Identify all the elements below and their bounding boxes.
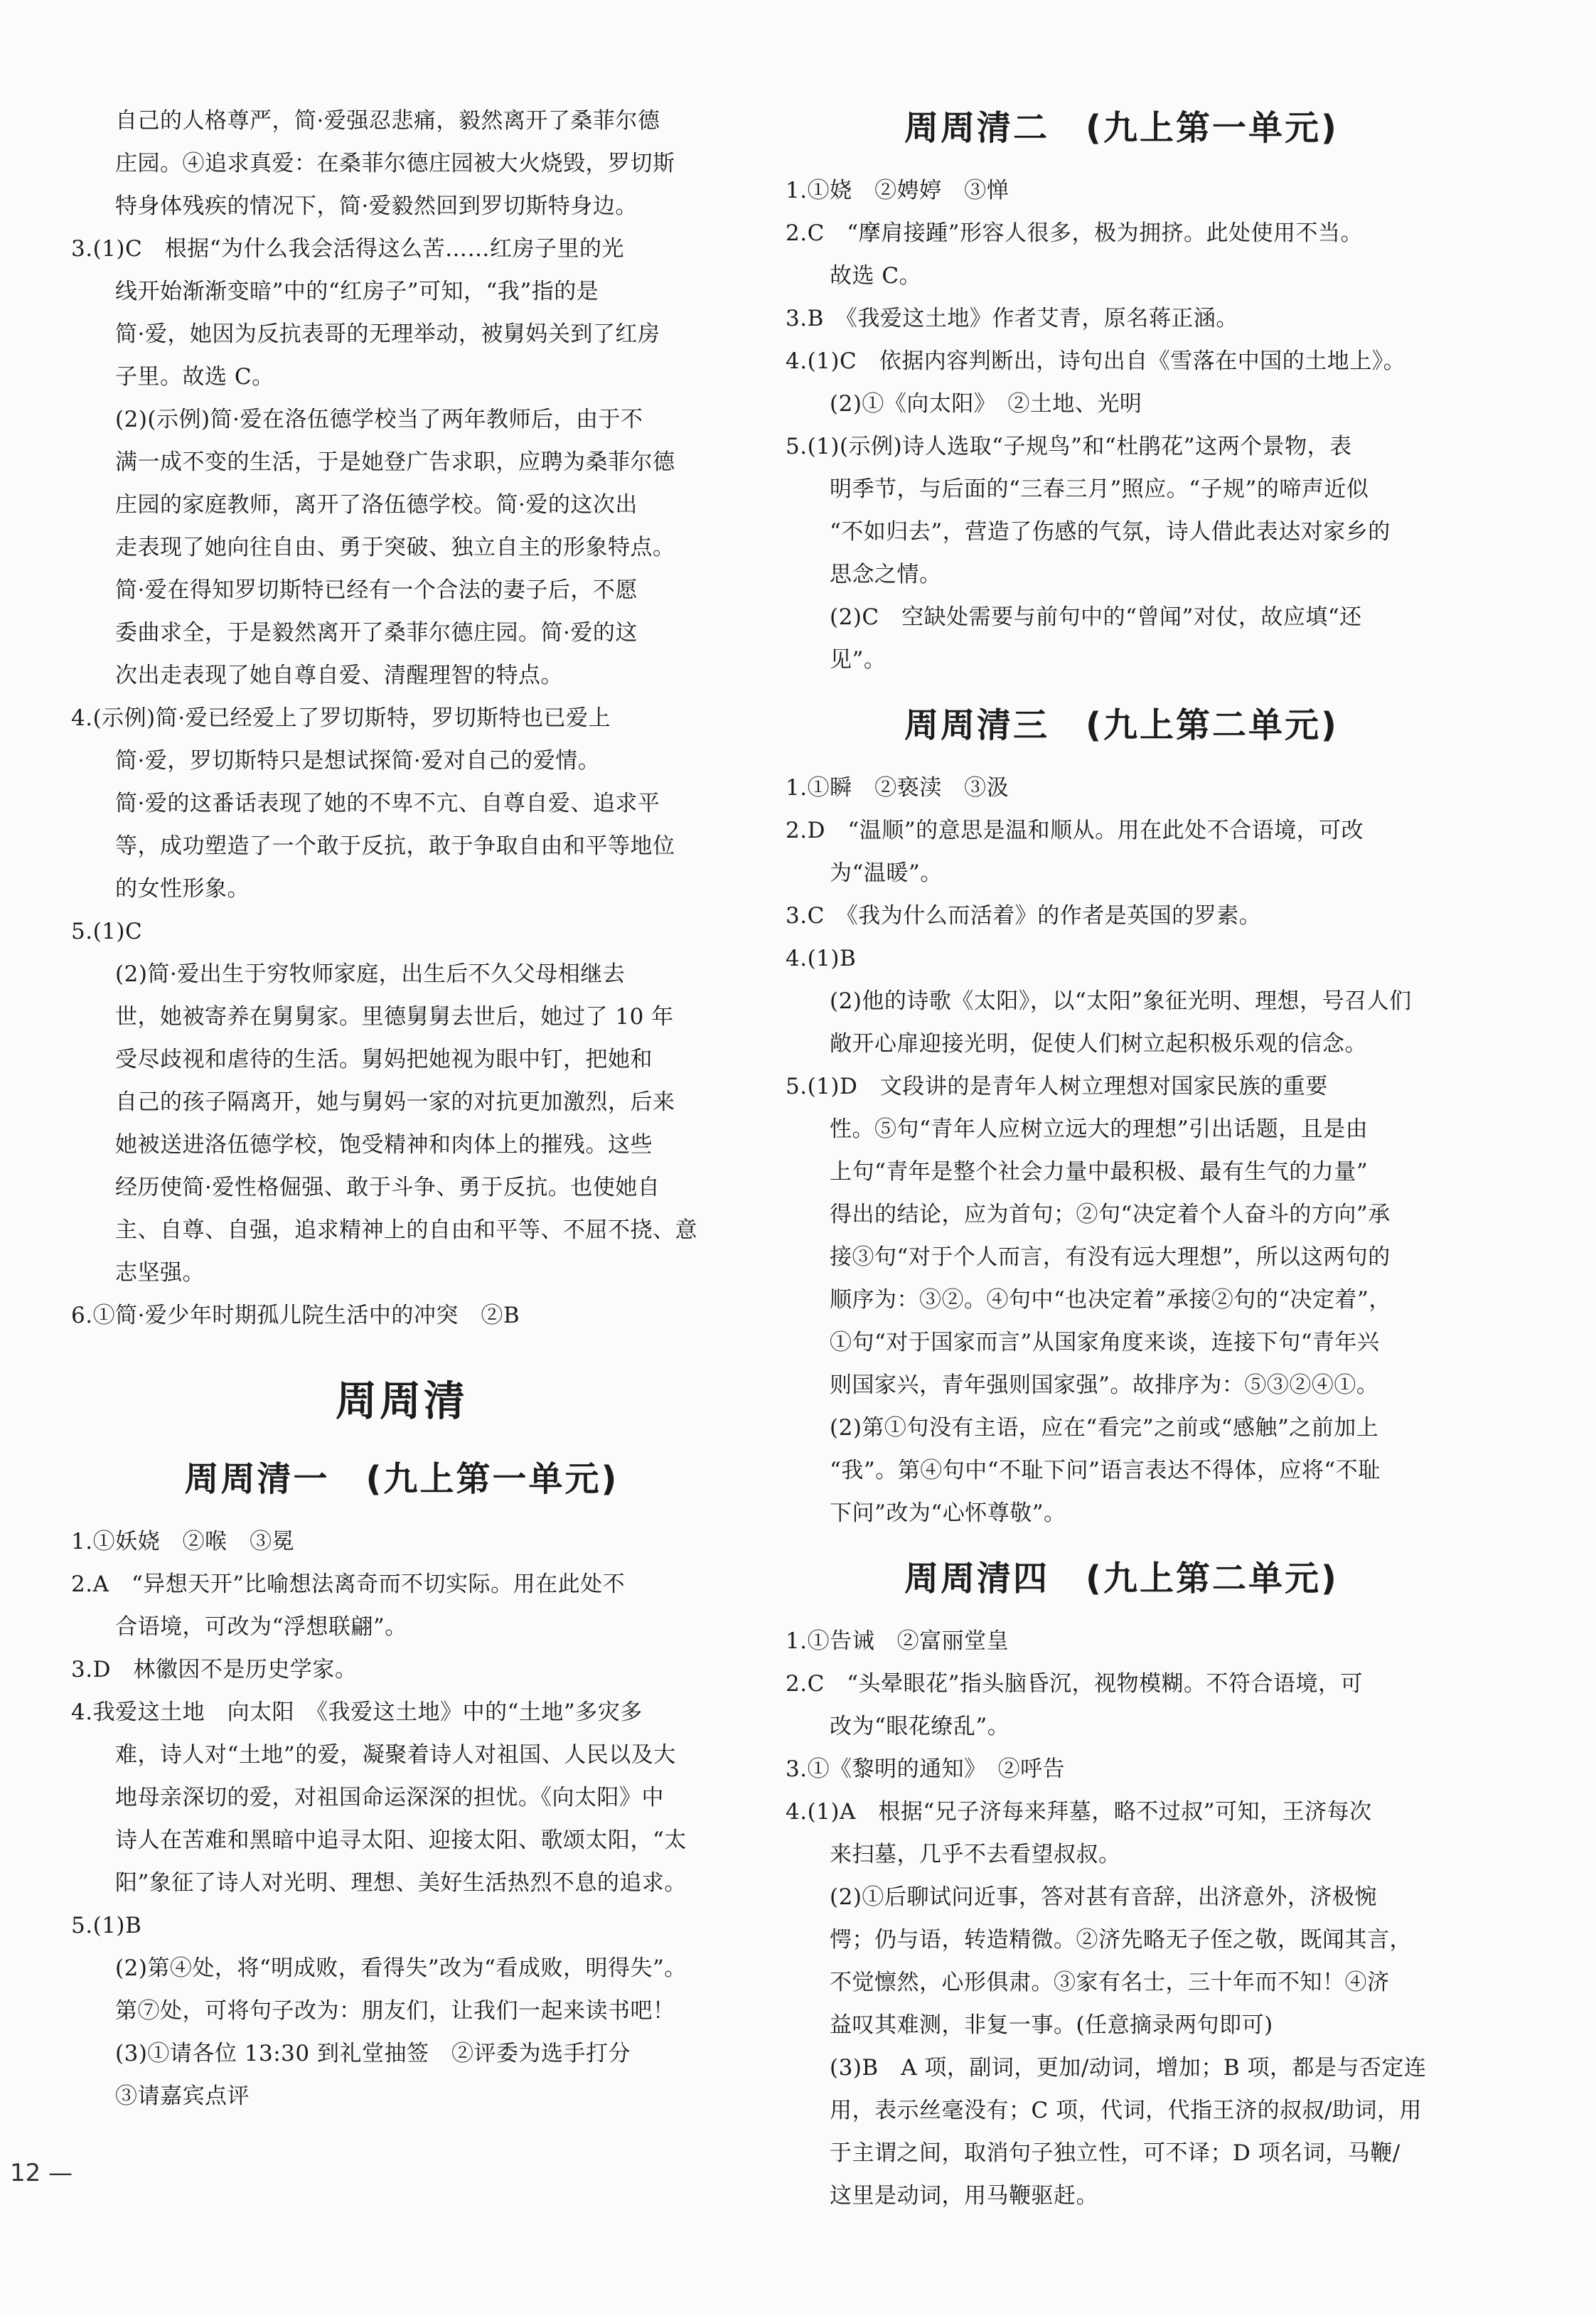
text-line: 自己的孩子隔离开，她与舅妈一家的对抗更加激烈，后来 bbox=[115, 1089, 675, 1115]
text-line: 明季节，与后面的“三春三月”照应。“子规”的啼声近似 bbox=[830, 476, 1369, 502]
text-line: 特身体残疾的情况下，简·爱毅然回到罗切斯特身边。 bbox=[115, 193, 638, 219]
answer-item: 4.(1)B bbox=[786, 946, 857, 971]
text-line: 简·爱在得知罗切斯特已经有一个合法的妻子后，不愿 bbox=[115, 577, 638, 603]
week4-title: 周周清四 (九上第二单元) bbox=[904, 1559, 1339, 1599]
answer-item: 3.D 林徽因不是历史学家。 bbox=[71, 1657, 358, 1682]
text-line: 接③句“对于个人而言，有没有远大理想”，所以这两句的 bbox=[830, 1244, 1391, 1270]
text-line: 满一成不变的生活，于是她登广告求职，应聘为桑菲尔德 bbox=[115, 449, 675, 475]
text-line: 等，成功塑造了一个敢于反抗，敢于争取自由和平等地位 bbox=[115, 833, 675, 859]
text-line: 庄园的家庭教师，离开了洛伍德学校。简·爱的这次出 bbox=[115, 492, 638, 518]
text-line: (2)①《向太阳》 ②土地、光明 bbox=[830, 391, 1142, 417]
answer-item: 1.①妖娆 ②喉 ③冕 bbox=[71, 1529, 295, 1554]
section-title: 周周清 bbox=[335, 1377, 468, 1425]
text-line: 诗人在苦难和黑暗中追寻太阳、迎接太阳、歌颂太阳，“太 bbox=[115, 1827, 687, 1853]
answer-item: 2.D “温顺”的意思是温和顺从。用在此处不合语境，可改 bbox=[786, 818, 1364, 843]
text-line: 经历使简·爱性格倔强、敢于斗争、勇于反抗。也使她自 bbox=[115, 1175, 660, 1200]
week3-title: 周周清三 (九上第二单元) bbox=[904, 705, 1339, 745]
text-line: 第⑦处，可将句子改为：朋友们，让我们一起来读书吧！ bbox=[115, 1998, 675, 2024]
text-line: “我”。第④句中“不耻下问”语言表达不得体，应将“不耻 bbox=[830, 1458, 1381, 1483]
answer-item: 3.①《黎明的通知》 ②呼告 bbox=[786, 1756, 1066, 1782]
text-line: 不觉懔然，心形俱肃。③家有名士，三十年而不知！④济 bbox=[830, 1970, 1390, 1995]
week2-title: 周周清二 (九上第一单元) bbox=[904, 108, 1339, 148]
answer-item: 3.C 《我为什么而活着》的作者是英国的罗素。 bbox=[786, 903, 1262, 929]
text-line: 简·爱的这番话表现了她的不卑不亢、自尊自爱、追求平 bbox=[115, 791, 660, 816]
text-line: 见”。 bbox=[830, 647, 887, 673]
text-line: 难，诗人对“土地”的爱，凝聚着诗人对祖国、人民以及大 bbox=[115, 1742, 676, 1768]
text-line: 思念之情。 bbox=[830, 562, 942, 587]
text-line: 用，表示丝毫没有；C 项，代词，代指王济的叔叔/助词，用 bbox=[830, 2098, 1423, 2123]
answer-item: 2.A “异想天开”比喻想法离奇而不切实际。用在此处不 bbox=[71, 1571, 626, 1597]
text-line: ③请嘉宾点评 bbox=[115, 2083, 250, 2109]
text-line: “不如归去”，营造了伤感的气氛，诗人借此表达对家乡的 bbox=[830, 519, 1391, 545]
text-line: (2)简·爱出生于穷牧师家庭，出生后不久父母相继去 bbox=[115, 961, 626, 987]
text-line: 于主谓之间，取消句子独立性，可不译；D 项名词，马鞭/ bbox=[830, 2140, 1400, 2166]
text-line: 益叹其难测，非复一事。(任意摘录两句即可) bbox=[830, 2012, 1273, 2038]
text-line: 她被送进洛伍德学校，饱受精神和肉体上的摧残。这些 bbox=[115, 1132, 653, 1158]
text-line: (2)第④处，将“明成败，看得失”改为“看成败，明得失”。 bbox=[115, 1955, 687, 1981]
text-line: 上句“青年是整个社会力量中最积极、最有生气的力量” bbox=[830, 1159, 1369, 1185]
text-line: 则国家兴，青年强则国家强”。故排序为：⑤③②④①。 bbox=[830, 1372, 1379, 1398]
text-line: 子里。故选 C。 bbox=[115, 364, 274, 390]
text-line: (2)①后聊试问近事，答对甚有音辞，出济意外，济极惋 bbox=[830, 1884, 1377, 1910]
text-line: 受尽歧视和虐待的生活。舅妈把她视为眼中钉，把她和 bbox=[115, 1047, 653, 1072]
text-line: 改为“眼花缭乱”。 bbox=[830, 1714, 1010, 1739]
text-line: 故选 C。 bbox=[830, 263, 922, 289]
right-column bbox=[786, 100, 1457, 2217]
text-line: (3)①请各位 13:30 到礼堂抽签 ②评委为选手打分 bbox=[115, 2041, 631, 2066]
text-line: 志坚强。 bbox=[115, 1260, 205, 1286]
text-line: 世，她被寄养在舅舅家。里德舅舅去世后，她过了 10 年 bbox=[115, 1004, 674, 1030]
text-line: 这里是动词，用马鞭驱赶。 bbox=[830, 2183, 1098, 2209]
text-line: 委曲求全，于是毅然离开了桑菲尔德庄园。简·爱的这 bbox=[115, 620, 638, 646]
text-line: 性。⑤句“青年人应树立远大的理想”引出话题，且是由 bbox=[830, 1116, 1369, 1142]
text-line: 来扫墓，几乎不去看望叔叔。 bbox=[830, 1842, 1121, 1867]
answer-item: 4.(1)A 根据“兄子济每来拜墓，略不过叔”可知，王济每次 bbox=[786, 1799, 1372, 1825]
text-line: 阳”象征了诗人对光明、理想、美好生活热烈不息的追求。 bbox=[115, 1870, 687, 1896]
answer-item: 4.(示例)简·爱已经爱上了罗切斯特，罗切斯特也已爱上 bbox=[71, 705, 611, 731]
answer-item: 2.C “头晕眼花”指头脑昏沉，视物模糊。不符合语境，可 bbox=[786, 1671, 1363, 1697]
text-line: 简·爱，她因为反抗表哥的无理举动，被舅妈关到了红房 bbox=[115, 321, 660, 347]
answer-item: 5.(1)B bbox=[71, 1913, 142, 1938]
answer-item: 4.我爱这土地 向太阳 《我爱这土地》中的“土地”多灾多 bbox=[71, 1699, 643, 1725]
text-line: 下问”改为“心怀尊敬”。 bbox=[830, 1500, 1066, 1526]
left-column bbox=[71, 100, 732, 2118]
text-line: 顺序为：③②。④句中“也决定着”承接②句的“决定着”， bbox=[830, 1287, 1391, 1313]
text-line: 走表现了她向往自由、勇于突破、独立自主的形象特点。 bbox=[115, 535, 675, 560]
answer-item: 1.①瞬 ②亵渎 ③汲 bbox=[786, 775, 1009, 801]
page-number: 12 — bbox=[10, 2159, 73, 2187]
answer-item: 3.B 《我爱这土地》作者艾青，原名蒋正涵。 bbox=[786, 306, 1238, 331]
text-line: (2)他的诗歌《太阳》，以“太阳”象征光明、理想，号召人们 bbox=[830, 988, 1412, 1014]
text-line: 庄园。④追求真爱：在桑菲尔德庄园被大火烧毁，罗切斯 bbox=[115, 151, 675, 176]
text-line: (2)C 空缺处需要与前句中的“曾闻”对仗，故应填“还 bbox=[830, 604, 1362, 630]
text-line: 线开始渐渐变暗”中的“红房子”可知，“我”指的是 bbox=[115, 279, 599, 304]
text-line: (2)(示例)简·爱在洛伍德学校当了两年教师后，由于不 bbox=[115, 407, 643, 432]
answer-item: 4.(1)C 依据内容判断出，诗句出自《雪落在中国的土地上》。 bbox=[786, 348, 1406, 374]
week1-title: 周周清一 (九上第一单元) bbox=[184, 1459, 619, 1499]
answer-item: 5.(1)C bbox=[71, 919, 143, 944]
answer-item: 3.(1)C 根据“为什么我会活得这么苦……红房子里的光 bbox=[71, 236, 625, 262]
answer-item: 1.①娆 ②娉婷 ③惮 bbox=[786, 178, 1009, 203]
text-line: ①句“对于国家而言”从国家角度来谈，连接下句“青年兴 bbox=[830, 1330, 1380, 1355]
text-line: 得出的结论，应为首句；②句“决定着个人奋斗的方向”承 bbox=[830, 1202, 1391, 1227]
answer-item: 1.①告诫 ②富丽堂皇 bbox=[786, 1628, 1009, 1654]
answer-item: 5.(1)D 文段讲的是青年人树立理想对国家民族的重要 bbox=[786, 1074, 1328, 1099]
text-line: (2)第①句没有主语，应在“看完”之前或“感触”之前加上 bbox=[830, 1415, 1379, 1441]
answer-item: 5.(1)(示例)诗人选取“子规鸟”和“杜鹃花”这两个景物，表 bbox=[786, 434, 1352, 459]
text-line: 自己的人格尊严，简·爱强忍悲痛，毅然离开了桑菲尔德 bbox=[115, 108, 660, 134]
answer-item: 6.①简·爱少年时期孤儿院生活中的冲突 ②B bbox=[71, 1303, 520, 1328]
answer-item: 2.C “摩肩接踵”形容人很多，极为拥挤。此处使用不当。 bbox=[786, 220, 1363, 246]
text-line: 敞开心扉迎接光明，促使人们树立起积极乐观的信念。 bbox=[830, 1031, 1367, 1057]
text-line: 愕；仍与语，转造精微。②济先略无子侄之敬，既闻其言， bbox=[830, 1927, 1412, 1953]
text-line: 为“温暖”。 bbox=[830, 860, 943, 886]
text-line: 次出走表现了她自尊自爱、清醒理智的特点。 bbox=[115, 663, 563, 688]
text-line: 简·爱，罗切斯特只是想试探简·爱对自己的爱情。 bbox=[115, 748, 601, 774]
text-line: 合语境，可改为“浮想联翩”。 bbox=[115, 1614, 407, 1640]
text-line: 的女性形象。 bbox=[115, 876, 250, 902]
text-line: 地母亲深切的爱，对祖国命运深深的担忧。《向太阳》中 bbox=[115, 1785, 664, 1810]
text-line: (3)B A 项，副词，更加/动词，增加；B 项，都是与否定连 bbox=[830, 2055, 1427, 2081]
text-line: 主、自尊、自强，追求精神上的自由和平等、不屈不挠、意 bbox=[115, 1217, 697, 1243]
